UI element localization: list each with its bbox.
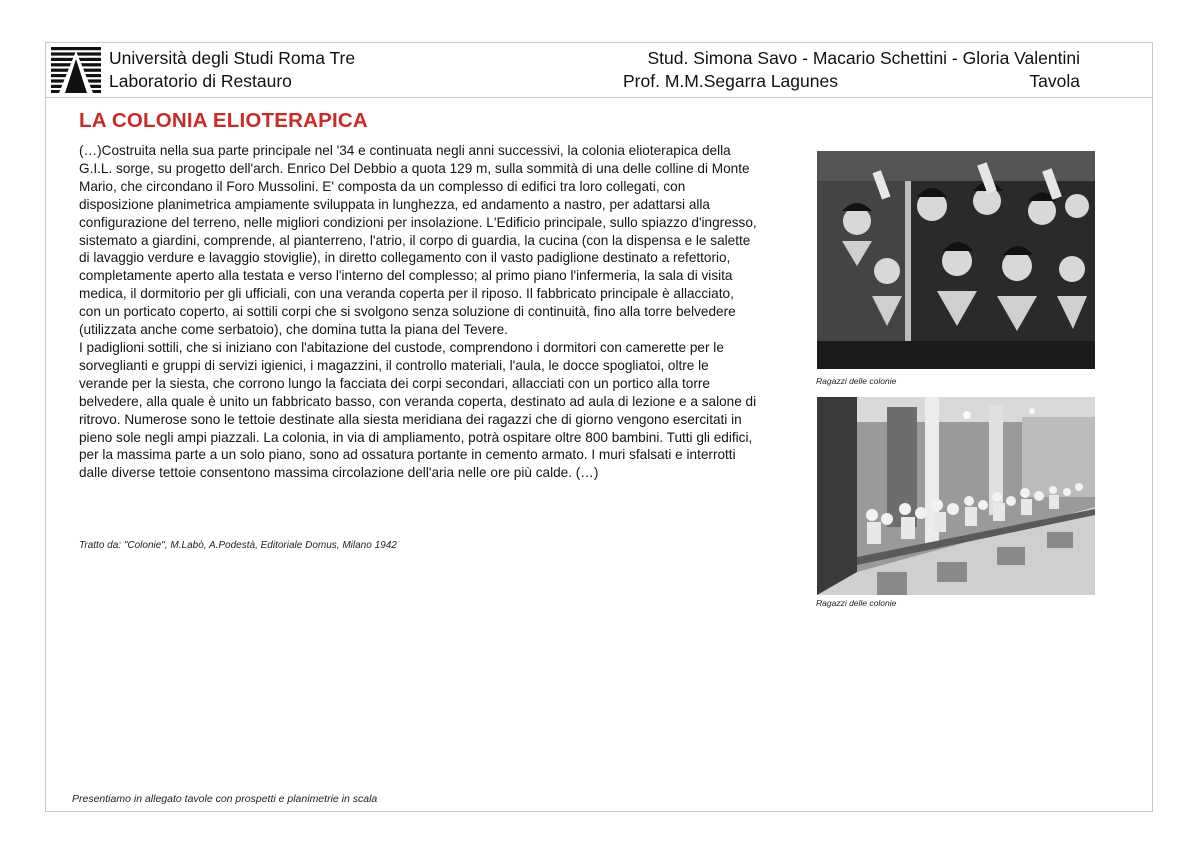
paragraph: (…)Costruita nella sua parte principale nel '34 e continuata negli anni successivi, la colonia elioterapica della G.I.L. sorge, su progetto dell'arch. Enrico Del Debbio a quota 129 m, sulla sommità di una delle colline di Monte Mario, che circondano il Foro Mussolini. E' composta da un complesso di edifici tra loro collegati, con disposizione planimetrica ampiamente sviluppata in lunghezza, ed andamento a nastro, per adattarsi alla configurazione del terreno, nelle migliori condizioni per insolazione. L'Edificio principale, sullo spiazzo d'ingresso, sistemato a giardini, comprende, al pianterreno, l'atrio, il corpo di guardia, la cucina (con la dispensa e le salette di lavaggio verdure e lavaggio stoviglie), in diretto collegamento con il vasto padiglione destinato a refettorio, completamente aperto alla testata e verso l'interno del complesso; al primo piano l'infermeria, la sala di visita medica, il dormitorio per gli ufficiali, con una veranda coperta per il riposo. Il fabbricato principale è allacciato, con un porticato coperto, ai sottili corpi che si svolgono senza soluzione di continuità, fino alla torre belvedere (utilizzata anche come serbatoio), che domina tutta la piana del Tevere. xyxy=(79,143,757,338)
university-name: Università degli Studi Roma Tre xyxy=(109,48,356,68)
photo-children-refectory xyxy=(817,397,1095,595)
document-sheet xyxy=(45,42,1153,812)
photo-children-saluting xyxy=(817,151,1095,369)
footer-note: Presentiamo in allegato tavole con prospetti e planimetrie in scala xyxy=(72,793,378,805)
page-title: LA COLONIA ELIOTERAPICA xyxy=(79,109,368,132)
photo-caption: Ragazzi delle colonie xyxy=(816,598,897,608)
header xyxy=(46,43,1152,98)
photo-caption: Ragazzi delle colonie xyxy=(816,376,897,386)
students-names: Stud. Simona Savo - Macario Schettini - Gloria Valentini xyxy=(647,48,1080,68)
roma-tre-logo-icon xyxy=(51,47,101,93)
laboratory-name: Laboratorio di Restauro xyxy=(109,71,292,91)
paragraph: I padiglioni sottili, che si iniziano con l'abitazione del custode, comprendono i dormitori con camerette per le sorveglianti e gruppi di servizi igienici, i magazzini, il controllo materiali, l'aula, le docce spogliatoi, oltre le verande per la siesta, che corrono lungo la facciata dei corpi secondari, allacciati con un portico alla torre belvedere, alla quale è unito un fabbricato basso, con veranda coperta, destinato ad aula di lezione e a salone di ritrovo. Numerose sono le tettoie destinate alla siesta meridiana dei ragazzi che di giorno vengono esercitati in pieno sole negli ampi piazzali. La colonia, in via di ampliamento, potrà ospitare oltre 800 bambini. Tutti gli edifici, per la massima parte a un solo piano, sono ad ossatura portante in cemento armato. I muri sfalsati e interrotti dalle diverse tettoie consentono massima circolazione dell'aria nelle ore più calde. (…) xyxy=(79,339,757,481)
tavola-label: Tavola xyxy=(1029,71,1080,91)
source-citation: Tratto da: "Colonie", M.Labò, A.Podestà, Editoriale Domus, Milano 1942 xyxy=(79,540,397,551)
professor-name: Prof. M.M.Segarra Lagunes xyxy=(623,71,838,91)
body-text xyxy=(79,142,759,482)
